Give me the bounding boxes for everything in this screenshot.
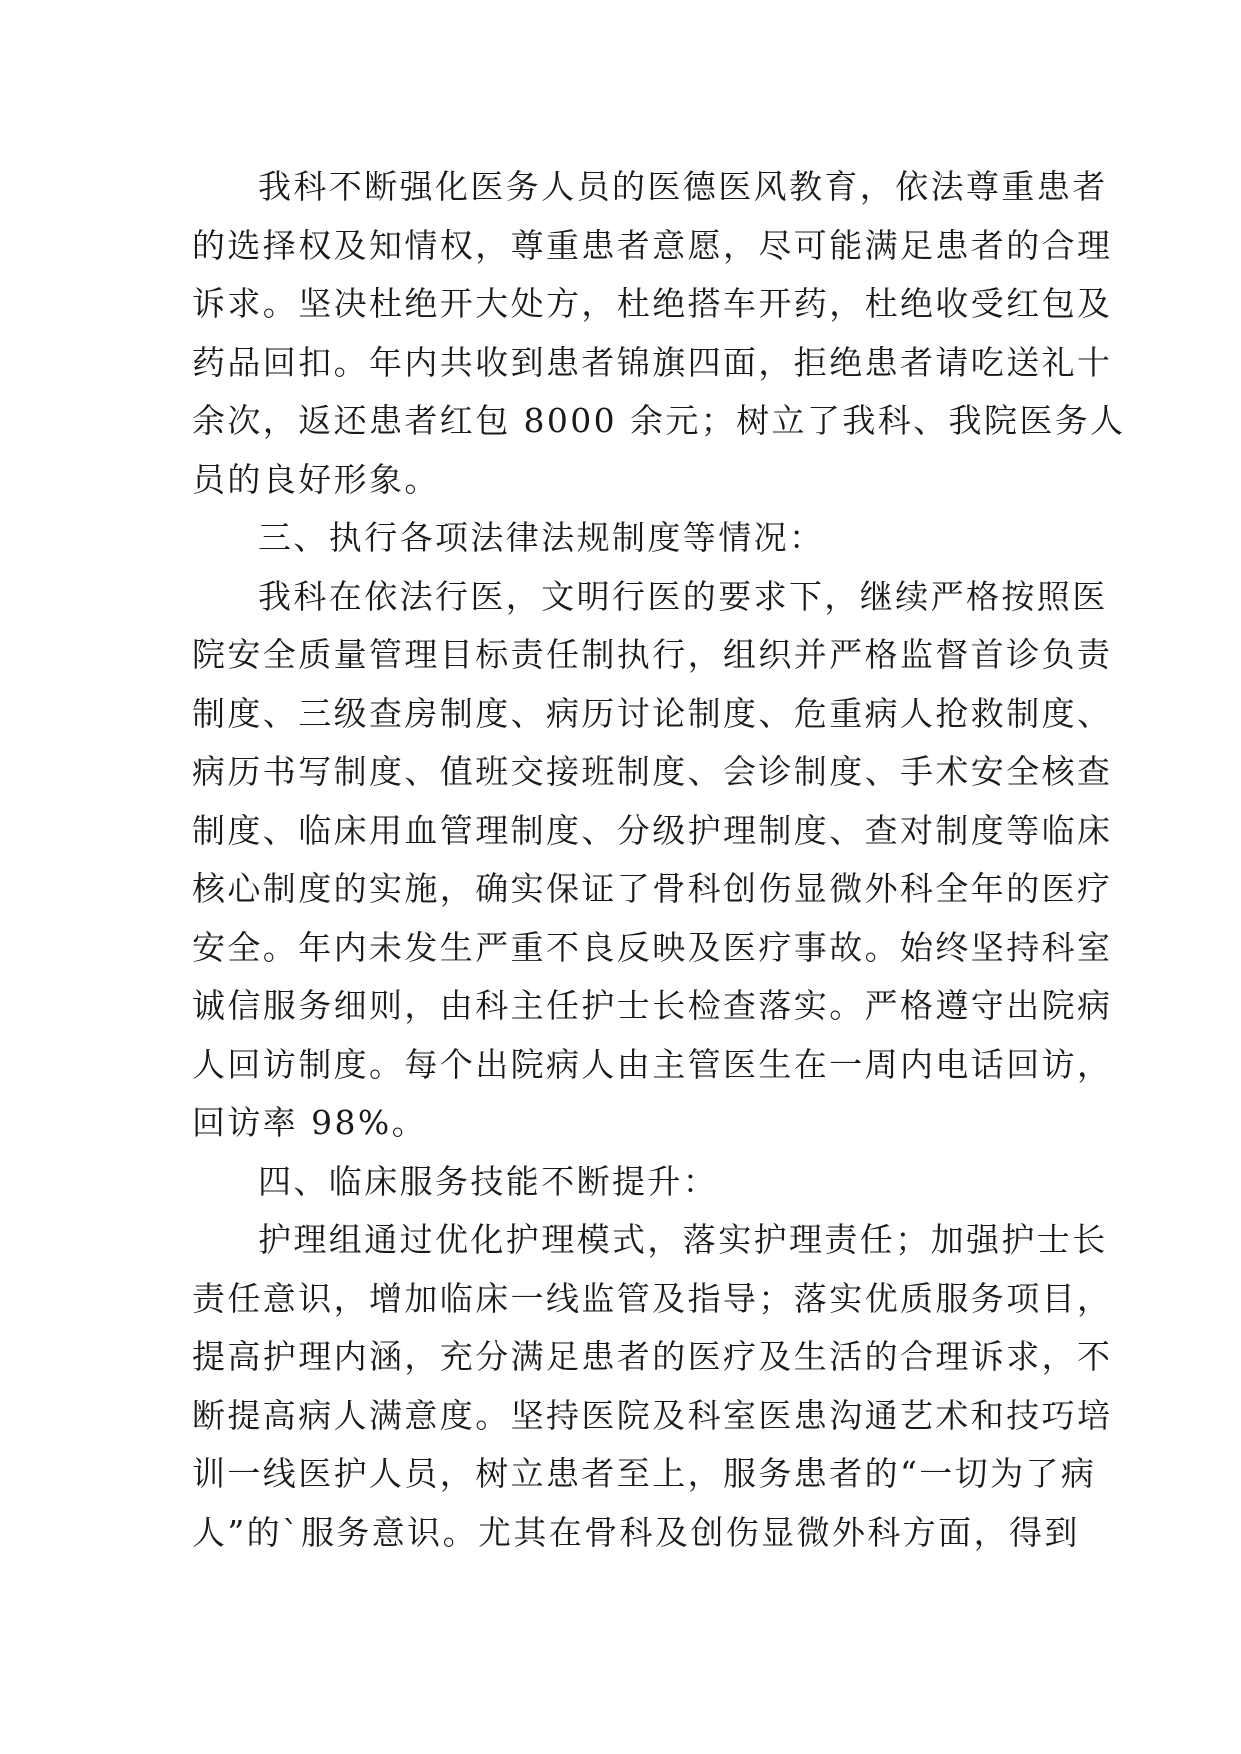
text-line: 提高护理内涵，充分满足患者的医疗及生活的合理诉求，不: [192, 1337, 1113, 1376]
text-line: 训一线医护人员，树立患者至上，服务患者的“一切为了病: [192, 1454, 1097, 1493]
text-line: 护理组通过优化护理模式，落实护理责任；加强护士长: [258, 1220, 1108, 1259]
text-line: 责任意识，增加临床一线监管及指导；落实优质服务项目，: [192, 1278, 1113, 1318]
text-line: 我科不断强化医务人员的医德医风教育，依法尊重患者: [258, 167, 1108, 206]
text-line: 断提高病人满意度。坚持医院及科室医患沟通艺术和技巧培: [192, 1395, 1113, 1435]
section-heading: 四、临床服务技能不断提升：: [258, 1161, 719, 1201]
text-line: 院安全质量管理目标责任制执行，组织并严格监督首诊负责: [192, 635, 1113, 674]
text-line: 核心制度的实施，确实保证了骨科创伤显微外科全年的医疗: [192, 869, 1113, 908]
text-line: 诚信服务细则，由科主任护士长检查落实。严格遵守出院病: [192, 986, 1113, 1025]
text-line: 的选择权及知情权，尊重患者意愿，尽可能满足患者的合理: [192, 225, 1113, 265]
text-line: 回访率 98%。: [192, 1103, 428, 1142]
text-line: 我科在依法行医，文明行医的要求下，继续严格按照医: [258, 576, 1108, 616]
text-line: 诉求。坚决杜绝开大处方，杜绝搭车开药，杜绝收受红包及: [192, 284, 1113, 323]
section-heading: 三、执行各项法律法规制度等情况：: [258, 518, 825, 557]
text-line: 余次，返还患者红包 8000 余元；树立了我科、我院医务人: [192, 401, 1126, 440]
document-body: [192, 158, 1126, 1562]
text-line: 制度、临床用血管理制度、分级护理制度、查对制度等临床: [192, 810, 1113, 850]
text-line: 人回访制度。每个出院病人由主管医生在一周内电话回访，: [192, 1044, 1113, 1084]
text-line: 药品回扣。年内共收到患者锦旗四面，拒绝患者请吃送礼十: [192, 342, 1113, 382]
text-line: 制度、三级查房制度、病历讨论制度、危重病人抢救制度、: [192, 693, 1113, 733]
text-line: 人”的`服务意识。尤其在骨科及创伤显微外科方面，得到: [192, 1512, 1080, 1552]
text-line: 病历书写制度、值班交接班制度、会诊制度、手术安全核查: [192, 752, 1113, 791]
text-line: 安全。年内未发生严重不良反映及医疗事故。始终坚持科室: [192, 927, 1113, 967]
text-line: 员的良好形象。: [192, 459, 440, 499]
